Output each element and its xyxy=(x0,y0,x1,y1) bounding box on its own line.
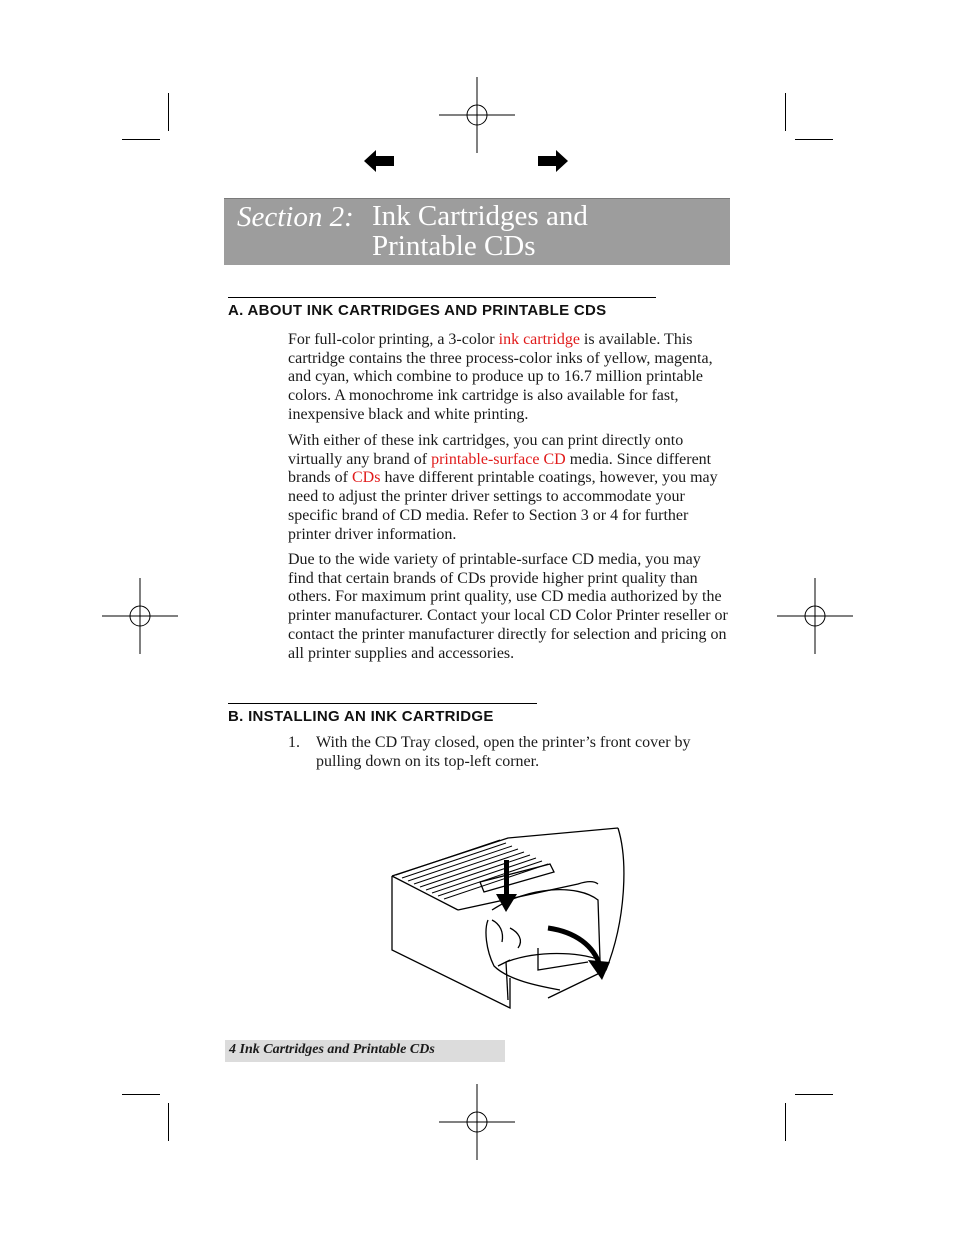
registration-mark-icon xyxy=(102,578,178,654)
crop-mark xyxy=(795,139,833,140)
section-title-banner xyxy=(224,198,730,265)
crop-mark xyxy=(168,1103,169,1141)
next-page-arrow-icon[interactable] xyxy=(538,150,568,172)
registration-mark-icon xyxy=(777,578,853,654)
paragraph-ink-cartridge xyxy=(288,331,728,425)
text: media. Since different brands of xyxy=(288,450,712,487)
paragraph-printable-cd xyxy=(288,432,728,544)
text: have different printable coatings, however, you may need to adjust the printer driver settings to accommodate your specific brand of CD media. Refer to Section 3 or 4 for further printer driver information. xyxy=(288,469,718,543)
text: With either of these ink cartridges, you can print directly onto virtually any brand of xyxy=(288,432,684,468)
step-text: With the CD Tray closed, open the printer’s front cover by pulling down on its top-left corner. xyxy=(316,734,691,770)
section-a-heading: A. ABOUT INK CARTRIDGES AND PRINTABLE CDS xyxy=(228,297,656,319)
printer-open-cover-illustration xyxy=(388,820,638,1010)
page-footer xyxy=(225,1040,505,1062)
crop-mark xyxy=(785,1103,786,1141)
crop-mark xyxy=(168,93,169,131)
footer-text: 4 Ink Cartridges and Printable CDs xyxy=(229,1042,435,1057)
section-number: Section 2: xyxy=(237,201,354,233)
crop-mark xyxy=(795,1094,833,1095)
crop-mark xyxy=(122,139,160,140)
section-title xyxy=(372,201,588,261)
cds-link[interactable]: CDs xyxy=(351,469,381,487)
printable-surface-cd-link[interactable]: printable-surface CD xyxy=(431,450,566,468)
section-title-line-1: Ink Cartridges and xyxy=(372,200,588,232)
registration-mark-icon xyxy=(439,1084,515,1160)
section-b-heading: B. INSTALLING AN INK CARTRIDGE xyxy=(228,703,537,725)
crop-mark xyxy=(785,93,786,131)
section-title-line-2: Printable CDs xyxy=(372,230,536,262)
paragraph-media-variety: Due to the wide variety of printable-surface CD media, you may find that certain brands of CDs provide higher print quality than others. For maximum print quality, use CD media authorized by the printer manufacturer. Contact your local CD Color Printer reseller or contact the printer manufacturer directly for selection and pricing on all printer supplies and accessories. xyxy=(288,551,728,662)
ink-cartridge-link[interactable]: ink cartridge xyxy=(498,331,580,348)
crop-mark xyxy=(122,1094,160,1095)
text: For full-color printing, a 3-color xyxy=(288,331,499,348)
text: is available. This cartridge contains the three process-color inks of yellow, magenta, and cyan, which combine to produce up to 16.7 million printable colors. A monochrome ink cartridge is also available for fast, inexpensive black and white printing. xyxy=(288,331,713,423)
step-number: 1. xyxy=(288,734,300,751)
registration-mark-icon xyxy=(439,77,515,153)
prev-page-arrow-icon[interactable] xyxy=(364,150,394,172)
